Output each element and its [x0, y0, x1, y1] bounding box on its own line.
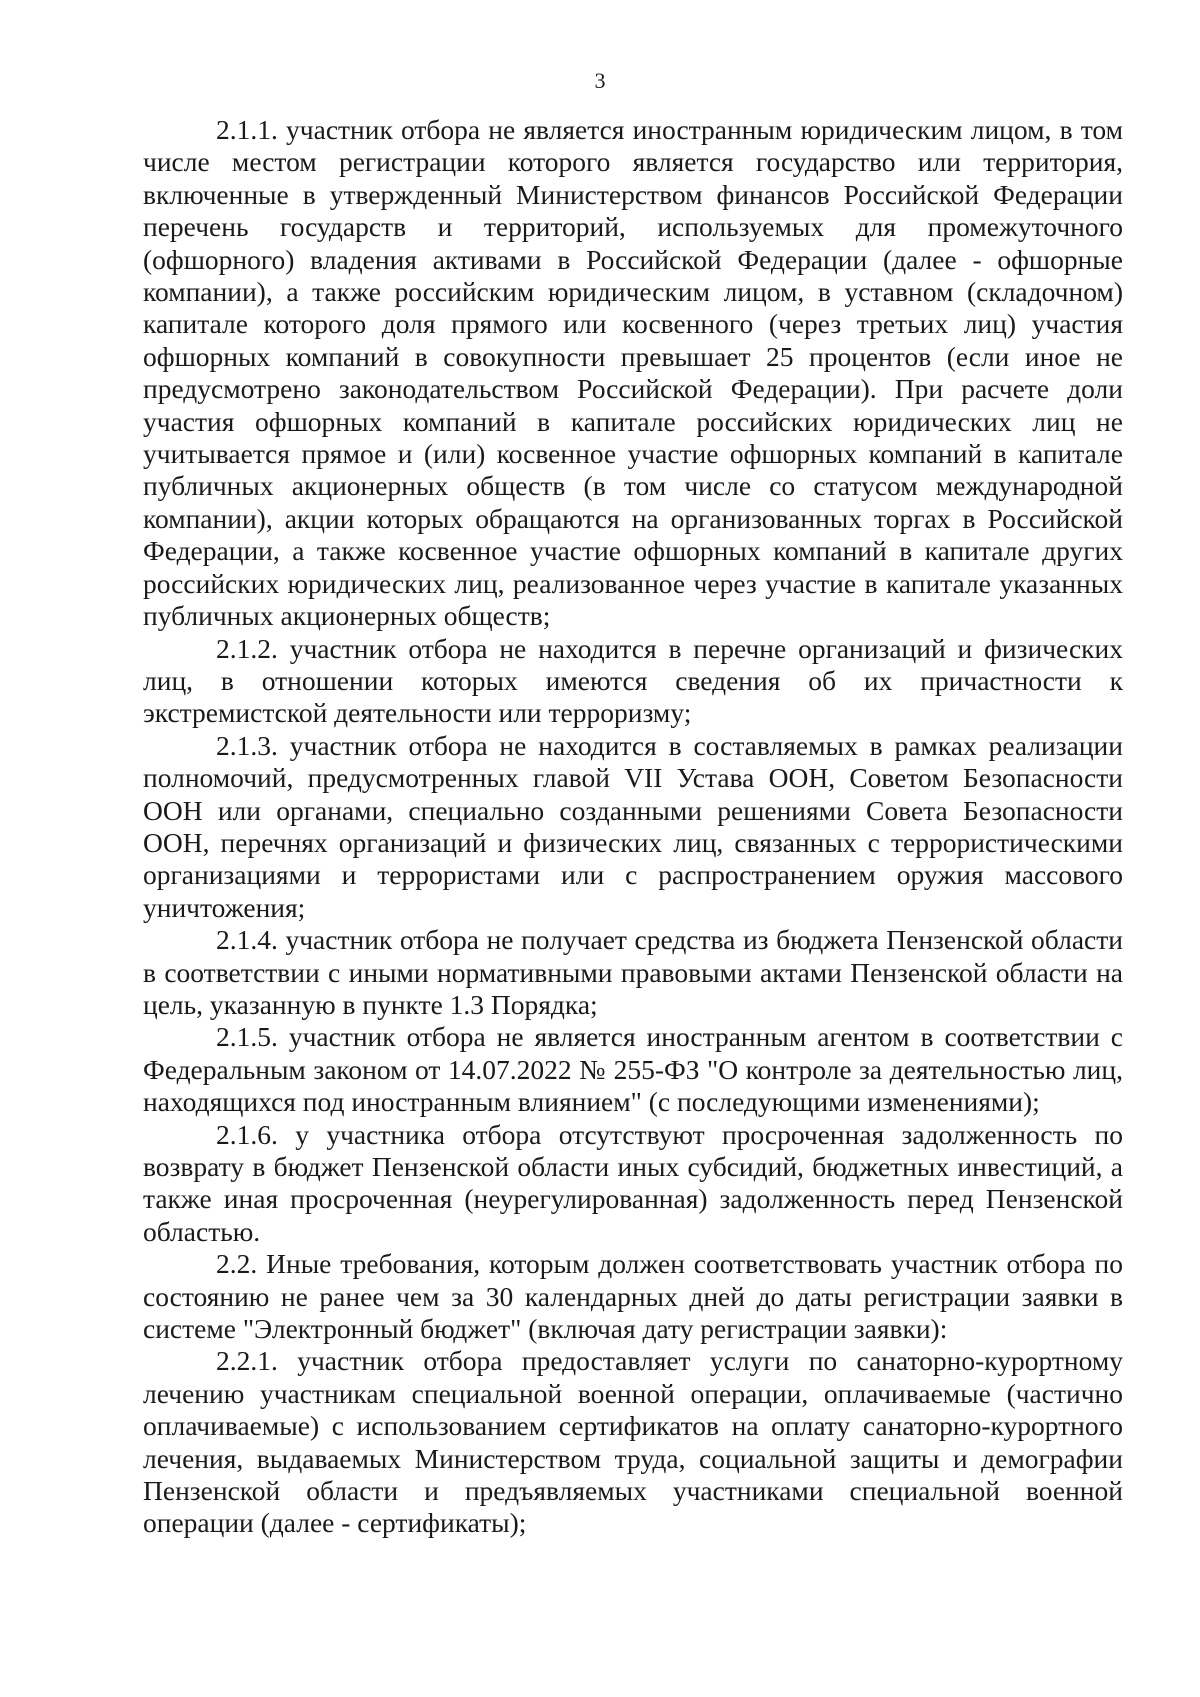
paragraph-2-1-5: 2.1.5. участник отбора не является иностранным агентом в соответствии с Федеральным законом от 14.07.2022 № 255-ФЗ "О контроле за деятельностью лиц, находящихся под иностранным влиянием" (с последующими изменениями); [143, 1021, 1123, 1118]
paragraph-2-2: 2.2. Иные требования, которым должен соответствовать участник отбора по состоянию не ранее чем за 30 календарных дней до даты регистрации заявки в системе "Электронный бюджет" (включая дату регистрации заявки): [143, 1248, 1123, 1345]
paragraph-2-1-4: 2.1.4. участник отбора не получает средства из бюджета Пензенской области в соответствии с иными нормативными правовыми актами Пензенской области на цель, указанную в пункте 1.3 Порядка; [143, 924, 1123, 1020]
page-number: 3 [594, 68, 606, 93]
paragraph-2-1-2: 2.1.2. участник отбора не находится в перечне организаций и физических лиц, в отношении которых имеются сведения об их причастности к экстремистской деятельности или терроризму; [143, 632, 1123, 729]
paragraph-2-1-1: 2.1.1. участник отбора не является иностранным юридическим лицом, в том числе местом регистрации которого является государство или территория, включенные в утвержденный Министерством финансов Российской Федерации перечень государств и территорий, используемых для промежуточного (офшорного) владения активами в Российской Федерации (далее - офшорные компании), а также российским юридическим лицом, в уставном (складочном) капитале которого доля прямого или косвенного (через третьих лиц) участия офшорных компаний в совокупности превышает 25 процентов (если иное не предусмотрено законодательством Российской Федерации). При расчете доли участия офшорных компаний в капитале российских юридических лиц не учитывается прямое и (или) косвенное участие офшорных компаний в капитале публичных акционерных обществ (в том числе со статусом международной компании), акции которых обращаются на организованных торгах в Российской Федерации, а также косвенное участие офшорных компаний в капитале других российских юридических лиц, реализованное через участие в капитале указанных публичных акционерных обществ; [143, 114, 1123, 632]
document-body [143, 114, 1123, 1540]
paragraph-2-2-1: 2.2.1. участник отбора предоставляет услуги по санаторно-курортному лечению участникам специальной военной операции, оплачиваемые (частично оплачиваемые) с использованием сертификатов на оплату санаторно-курортного лечения, выдаваемых Министерством труда, социальной защиты и демографии Пензенской области и предъявляемых участниками специальной военной операции (далее - сертификаты); [143, 1345, 1123, 1539]
paragraph-2-1-6: 2.1.6. у участника отбора отсутствуют просроченная задолженность по возврату в бюджет Пензенской области иных субсидий, бюджетных инвестиций, а также иная просроченная (неурегулированная) задолженность перед Пензенской областью. [143, 1118, 1123, 1247]
paragraph-2-1-3: 2.1.3. участник отбора не находится в составляемых в рамках реализации полномочий, предусмотренных главой VII Устава ООН, Советом Безопасности ООН или органами, специально созданными решениями Совета Безопасности ООН, перечнях организаций и физических лиц, связанных с террористическими организациями и террористами или с распространением оружия массового уничтожения; [143, 729, 1123, 923]
